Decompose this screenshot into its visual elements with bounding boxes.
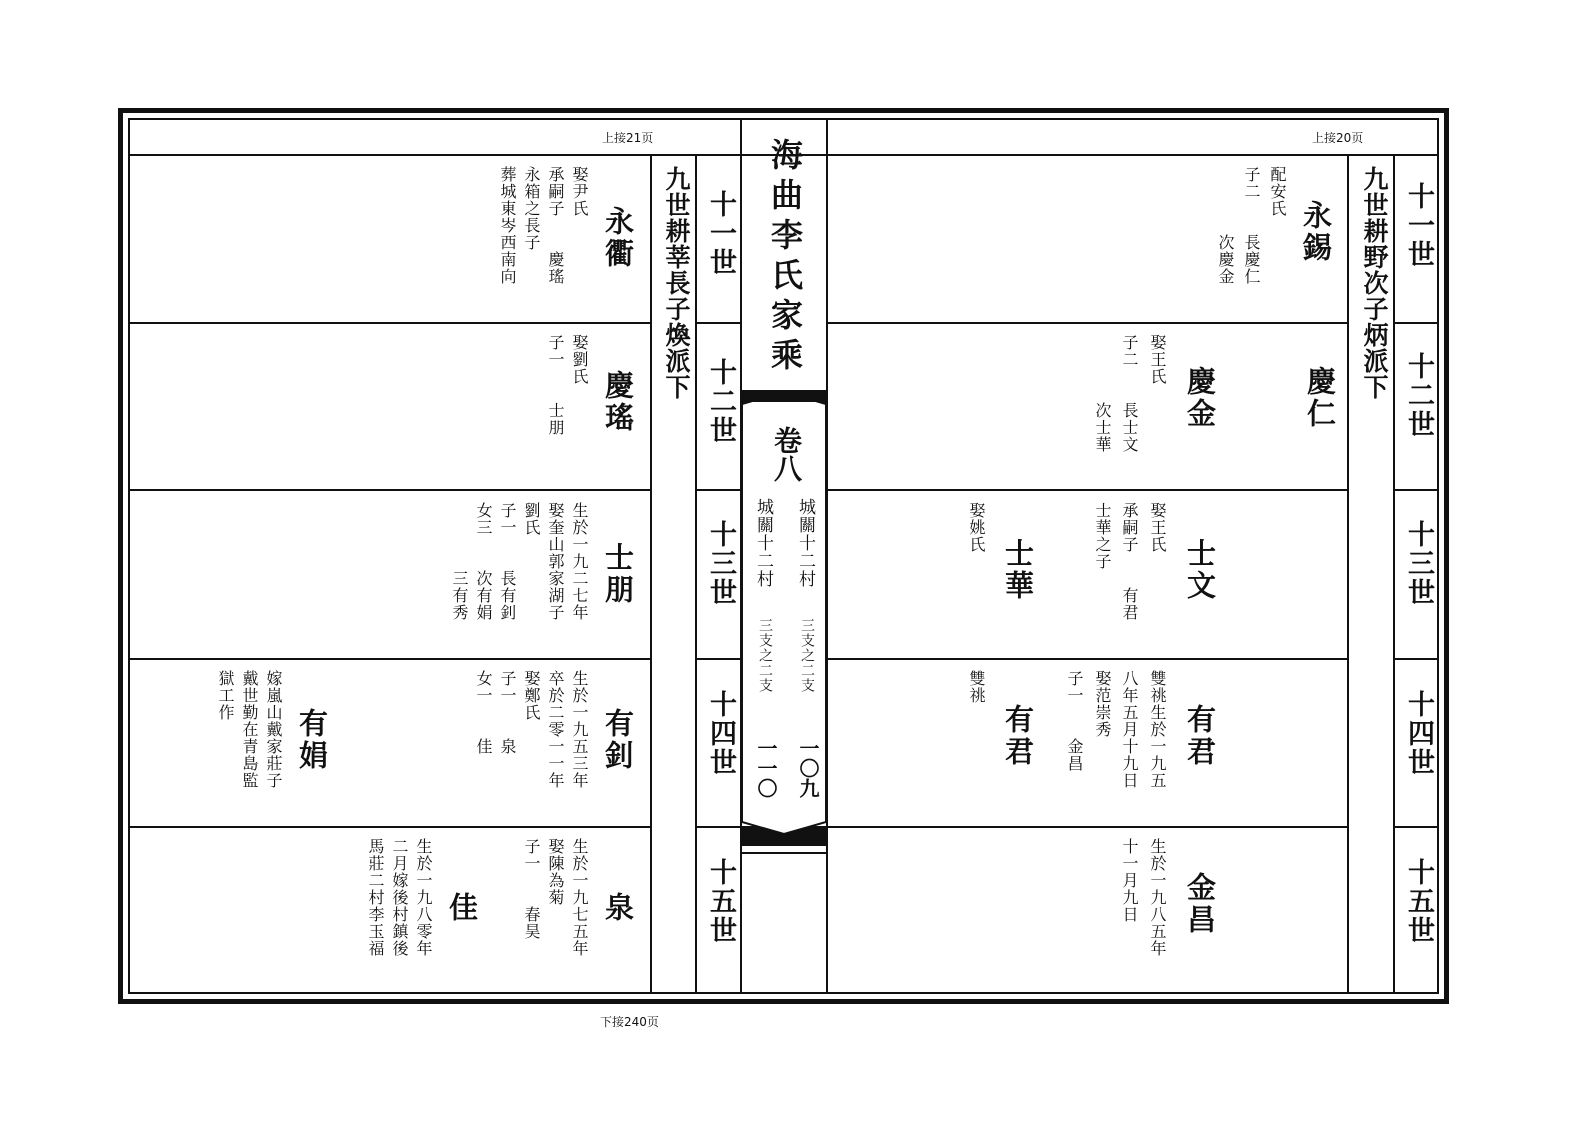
left-gen-12: 十二世	[705, 358, 736, 445]
person-detail: 承嗣子 慶瑤	[546, 166, 565, 285]
person-detail: 娶王氏	[1148, 334, 1167, 385]
person-name: 有娟	[295, 708, 329, 772]
left-branch-title: 九世耕莘長子煥派下	[662, 166, 691, 400]
person-detail: 子一 金昌	[1065, 670, 1084, 772]
person-detail: 娶范崇秀	[1093, 670, 1112, 738]
person-name: 金昌	[1183, 872, 1217, 936]
person-detail: 生於一九五三年	[570, 670, 589, 789]
person-detail: 生於一九八零年	[414, 838, 433, 957]
spine-left-branch: 三支之二支	[757, 618, 773, 693]
person-detail: 子二 長士文	[1120, 334, 1139, 453]
spine-right-branch: 三支之二支	[799, 618, 815, 693]
right-top-note: 上接20页	[1312, 131, 1364, 145]
right-gen-14: 十四世	[1403, 690, 1434, 777]
person-detail: 娶王氏	[1148, 502, 1167, 553]
right-gen-15: 十五世	[1403, 858, 1434, 945]
left-gen-13: 十三世	[705, 520, 736, 607]
person-detail: 子一 長有釗	[498, 502, 517, 621]
person-detail: 劉氏	[522, 502, 541, 536]
person-detail: 次士華	[1093, 334, 1112, 453]
person-name: 有釗	[601, 708, 635, 772]
person-name: 有君	[1183, 704, 1217, 768]
person-detail: 子一 春昊	[522, 838, 541, 940]
person-detail: 子一 泉	[498, 670, 517, 755]
spine-left-page-number: 一一〇	[754, 738, 778, 798]
person-detail: 獄工作	[216, 670, 235, 721]
person-name: 慶瑤	[601, 370, 635, 434]
person-detail: 承嗣子 有君	[1120, 502, 1139, 621]
person-detail: 配安氏	[1268, 166, 1287, 217]
person-name: 慶仁	[1303, 366, 1337, 430]
person-name: 佳	[445, 892, 479, 924]
volume-label: 卷八	[770, 426, 803, 482]
person-detail: 娶鄭氏	[522, 670, 541, 721]
left-top-note: 上接21页	[602, 131, 654, 145]
right-gen-13: 十三世	[1403, 520, 1434, 607]
person-detail: 娶劉氏	[570, 334, 589, 385]
spine-right-page-number: 一〇九	[796, 738, 820, 798]
person-name: 有君	[1001, 704, 1035, 768]
right-gen-11: 十一世	[1403, 182, 1434, 269]
person-detail: 卒於二零一一年	[546, 670, 565, 789]
person-detail: 娶奎山郭家湖子	[546, 502, 565, 621]
person-detail: 女一 佳	[474, 670, 493, 755]
person-name: 永衢	[601, 206, 635, 270]
person-name: 慶金	[1183, 366, 1217, 430]
person-detail: 子二 長慶仁	[1242, 166, 1261, 285]
person-detail: 生於一九七五年	[570, 838, 589, 957]
book-title: 海曲李氏家乘	[766, 138, 804, 378]
person-detail: 八年五月十九日	[1120, 670, 1139, 789]
left-gen-15: 十五世	[705, 858, 736, 945]
person-detail: 嫁嵐山戴家莊子	[264, 670, 283, 789]
person-detail: 娶姚氏	[967, 502, 986, 553]
person-detail: 生於一九八五年	[1148, 838, 1167, 957]
person-name: 泉	[601, 892, 635, 924]
person-detail: 雙祧	[967, 670, 986, 704]
person-detail: 娶陳為菊	[546, 838, 565, 906]
right-branch-title: 九世耕野次子炳派下	[1360, 166, 1389, 400]
person-detail: 戴世勤在青島監	[240, 670, 259, 789]
left-bottom-note: 下接240页	[600, 1015, 659, 1029]
left-gen-14: 十四世	[705, 690, 736, 777]
person-detail: 子一 士朋	[546, 334, 565, 436]
person-detail: 生於一九二七年	[570, 502, 589, 621]
person-detail: 馬莊二村李玉福	[366, 838, 385, 957]
person-detail: 葬城東岑西南向	[498, 166, 517, 285]
person-detail: 十一月九日	[1120, 838, 1139, 923]
person-name: 士文	[1183, 538, 1217, 602]
person-detail: 女三 次有娟	[474, 502, 493, 621]
person-detail: 三有秀	[450, 502, 469, 621]
spine-right-village: 城關十二村	[795, 498, 815, 588]
spine-left-village: 城關十二村	[753, 498, 773, 588]
person-detail: 次慶金	[1216, 166, 1235, 285]
person-name: 永錫	[1299, 200, 1333, 264]
person-detail: 士華之子	[1093, 502, 1112, 570]
person-name: 士朋	[601, 542, 635, 606]
left-gen-11: 十一世	[705, 190, 736, 277]
right-gen-12: 十二世	[1403, 352, 1434, 439]
person-name: 士華	[1001, 538, 1035, 602]
person-detail: 雙祧生於一九五	[1148, 670, 1167, 789]
person-detail: 永箱之長子	[522, 166, 541, 251]
person-detail: 二月嫁後村鎮後	[390, 838, 409, 957]
person-detail: 娶尹氏	[570, 166, 589, 217]
